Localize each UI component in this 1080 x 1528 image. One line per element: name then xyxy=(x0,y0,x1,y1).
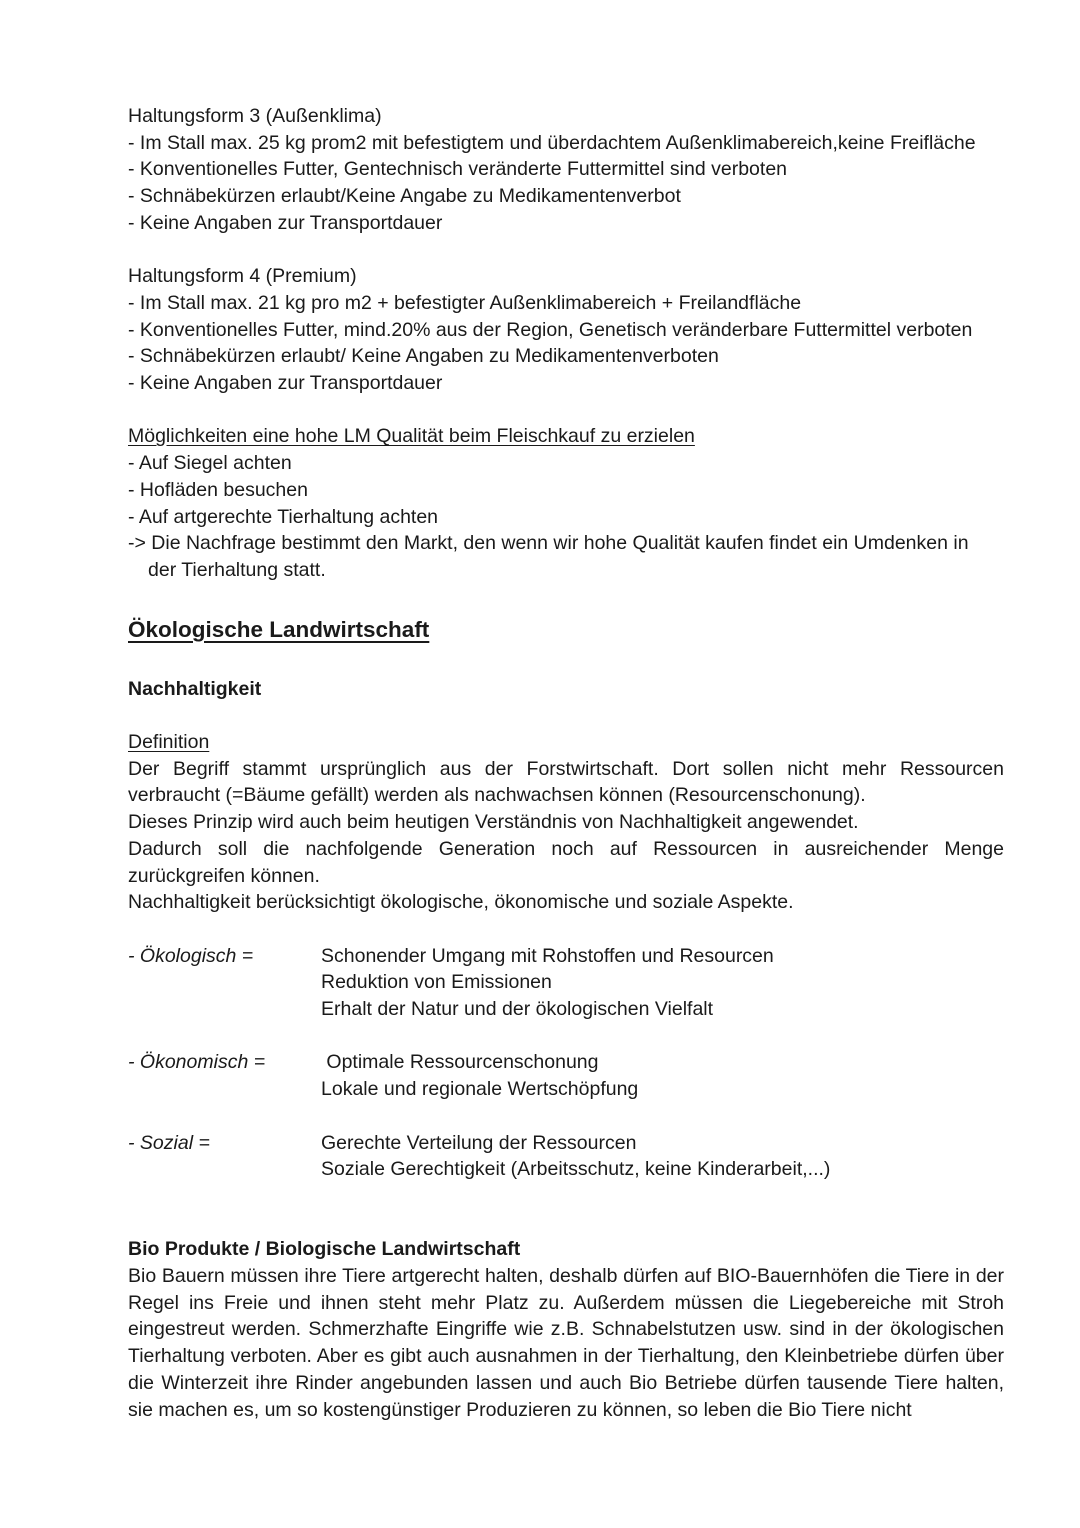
definition-line: Der Begriff stammt ursprünglich aus der Forstwirtschaft. Dort sollen nicht mehr Ressourcen xyxy=(128,757,1004,780)
section-quality xyxy=(128,423,1004,583)
aspect-value: Optimale Ressourcenschonung xyxy=(321,1051,599,1074)
list-item: - Schnäbekürzen erlaubt/Keine Angabe zu Medikamentenverbot xyxy=(128,185,681,208)
bio-heading: Bio Produkte / Biologische Landwirtschaft xyxy=(128,1238,521,1261)
list-item: - Auf Siegel achten xyxy=(128,452,292,475)
aspect-value: Schonender Umgang mit Rohstoffen und Resourcen xyxy=(321,944,774,967)
document-page xyxy=(128,103,1004,1423)
list-item: - Im Stall max. 21 kg pro m2 + befestigter Außenklimabereich + Freilandfläche xyxy=(128,291,802,314)
list-item: - Konventionelles Futter, Gentechnisch veränderte Futtermittel sind verboten xyxy=(128,158,788,181)
definition-line: verbraucht (=Bäume gefällt) werden als nachwachsen können (Resourcenschonung). xyxy=(128,784,866,807)
section-bio xyxy=(128,1236,1004,1423)
quality-conclusion: -> Die Nachfrage bestimmt den Markt, den wenn wir hohe Qualität kaufen findet ein Umdenken in xyxy=(128,532,969,555)
list-item: - Schnäbekürzen erlaubt/ Keine Angaben zu Medikamentenverboten xyxy=(128,345,719,368)
heading-oekologische-landwirtschaft: Ökologische Landwirtschaft xyxy=(128,616,430,642)
list-item: - Im Stall max. 25 kg prom2 mit befestigtem und überdachtem Außenklimabereich,keine Freifläche xyxy=(128,131,976,154)
section-haltungsform-4 xyxy=(128,263,1004,397)
list-item: - Hofläden besuchen xyxy=(128,478,308,501)
aspect-value: Gerechte Verteilung der Ressourcen xyxy=(321,1131,637,1154)
section-definition xyxy=(128,729,1004,916)
aspect-value: Soziale Gerechtigkeit (Arbeitsschutz, keine Kinderarbeit,...) xyxy=(321,1158,831,1181)
aspect-oekologisch xyxy=(128,943,1004,1023)
aspect-label: - Ökologisch = xyxy=(128,944,254,967)
section-haltungsform-3 xyxy=(128,103,1004,237)
aspect-sozial xyxy=(128,1130,1004,1183)
haltungsform-3-title: Haltungsform 3 (Außenklima) xyxy=(128,105,382,127)
aspect-value: Erhalt der Natur und der ökologischen Vielfalt xyxy=(321,998,714,1021)
list-item: - Konventionelles Futter, mind.20% aus der Region, Genetisch veränderbare Futtermittel verboten xyxy=(128,318,973,341)
list-item: - Auf artgerechte Tierhaltung achten xyxy=(128,505,439,528)
definition-line: Nachhaltigkeit berücksichtigt ökologische, ökonomische und soziale Aspekte. xyxy=(128,891,794,914)
definition-line: Dieses Prinzip wird auch beim heutigen Verständnis von Nachhaltigkeit angewendet. xyxy=(128,811,859,834)
aspect-value: Lokale und regionale Wertschöpfung xyxy=(321,1078,639,1101)
haltungsform-4-title: Haltungsform 4 (Premium) xyxy=(128,265,357,288)
aspect-oekonomisch xyxy=(128,1049,1004,1102)
quality-title: Möglichkeiten eine hohe LM Qualität beim Fleischkauf zu erzielen xyxy=(128,425,695,448)
list-item: - Keine Angaben zur Transportdauer xyxy=(128,372,443,395)
aspect-label: - Sozial = xyxy=(128,1131,210,1154)
bio-paragraph: Bio Bauern müssen ihre Tiere artgerecht halten, deshalb dürfen auf BIO-Bauernhöfen die Tiere in der Regel ins Freie und ihnen steht mehr Platz zu. Außerdem müssen die Liegebereiche mit Stroh eingestreut werden. Schmerzhafte Eingriffe wie z.B. Schnabelstutzen usw. sind in der ökologischen Tierhaltung verboten. Aber es gibt auch ausnahmen in der Tierhaltung, den Kleinbetriebe dürfen über die Winterzeit ihre Rinder angebunden lassen und auch Bio Betriebe dürfen tausende Tiere halten, sie machen es, um so kostengünstiger Produzieren zu können, so leben die Bio Tiere nicht xyxy=(128,1265,1004,1421)
list-item: - Keine Angaben zur Transportdauer xyxy=(128,211,443,234)
definition-label: Definition xyxy=(128,731,210,754)
definition-line: Dadurch soll die nachfolgende Generation noch auf Ressourcen in ausreichender Menge xyxy=(128,837,1004,860)
quality-conclusion-continued: der Tierhaltung statt. xyxy=(148,558,326,581)
subheading-nachhaltigkeit: Nachhaltigkeit xyxy=(128,677,262,700)
aspect-label: - Ökonomisch = xyxy=(128,1051,266,1074)
definition-line: zurückgreifen können. xyxy=(128,864,320,887)
aspect-value: Reduktion von Emissionen xyxy=(321,971,552,994)
